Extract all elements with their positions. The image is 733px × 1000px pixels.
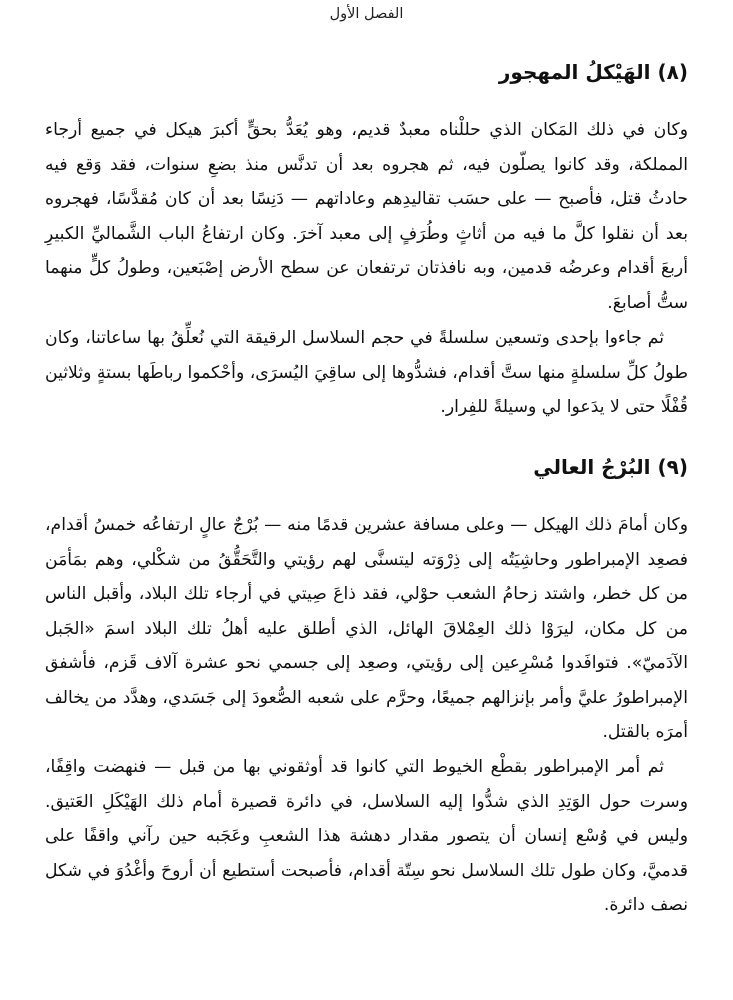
paragraph: وكان أمامَ ذلك الهيكل — وعلى مسافة عشرين قدمًا منه — بُرْجٌ عالٍ ارتفاعُه خمسُ أقدام، فصعِد الإمبراطور وحاشِيَتُه إلى ذِرْوَته ليتسنَّى لهم رؤيتي والتَّحَقُّقُ من شكْلي، وهم بمَأمَن من كل خطر، واشتد زحامُ الشعب حوْلي، فقد ذاعَ صِيتي في أرجاء تلك البلاد، وأقبل الناس من كل مكان، ليرَوْا ذلك العِمْلاقَ الهائل، الذي أطلق عليه أهلُ تلك البلاد اسمَ «الجَبل الآدَميّ». فتوافَدوا مُسْرِعين إلى رؤيتي، وصعِد إلى جسمي نحو عشرة آلاف قَزم، فأشفق الإمبراطورُ عليَّ وأمر بإنزالهم جميعًا، وحرَّم على شعبه الصُّعودَ إلى جَسَدي، وهدَّد من يخالف أمرَه بالقتل. xyxy=(45,515,688,742)
section-heading-8: (٨) الهَيْكلُ المهجور xyxy=(498,60,688,84)
paragraph: وكان في ذلك المَكان الذي حللْناه معبدٌ قديم، وهو يُعَدُّ بحقٍّ أكبرَ هيكل في جميع أرجاء المملكة، وقد كانوا يصلّون فيه، ثم هجروه بعد أن تدنَّس منذ بضعِ سنوات، فقد وَقع فيه حادثُ قتل، فأصبح — على حسَب تقاليدِهم وعاداتهم — دَنِسًا بعد أن كان مُقدَّسًا، فهجروه بعد أن نقلوا كلَّ ما فيه من أثاثٍ وطُرَفٍ إلى معبد آخرَ. وكان ارتفاعُ الباب الشَّماليِّ الكبيرِ أربعَ أقدام وعرضُه قدمين، وبه نافذتان ترتفعان عن سطح الأرض إصْبَعين، وطولُ كلٍّ منهما ستُّ أصابعَ. xyxy=(45,120,688,313)
paragraph: ثم أمر الإمبراطور بقطْع الخيوط التي كانوا قد أوثقوني بها من قبل — فنهضت واقِفًا، وسرت حول الوَتِدِ الذي شدُّوا إليه السلاسل، في دائرة قصيرة أمام ذلك الهَيْكَلِ العَتيق. وليس في وُسْع إنسان أن يتصور مقدار دهشة هذا الشعبِ وعَجَبه حين رآني واقفًا على قدميَّ، وكان طول تلك السلاسل نحو سِتّة أقدام، فأصبحت أستطيع أن أروحَ وأغْدُوَ في شكل نصف دائرة. xyxy=(45,757,688,915)
section-heading-9: (٩) البُرْجُ العالي xyxy=(533,455,688,479)
running-header: الفصل الأول xyxy=(329,6,404,22)
paragraph: ثم جاءوا بإحدى وتسعين سلسلةً في حجم السلاسل الرقيقة التي نُعلِّقُ بها ساعاتنا، وكان طولُ كلِّ سلسلةٍ منها ستَّ أقدام، فشدُّوها إلى ساقِيَ اليُسرَى، وأحْكموا رباطَها بستةٍ وثلاثين قُفْلًا حتى لا يدَعوا لي وسيلةً للفِرار. xyxy=(45,328,688,417)
